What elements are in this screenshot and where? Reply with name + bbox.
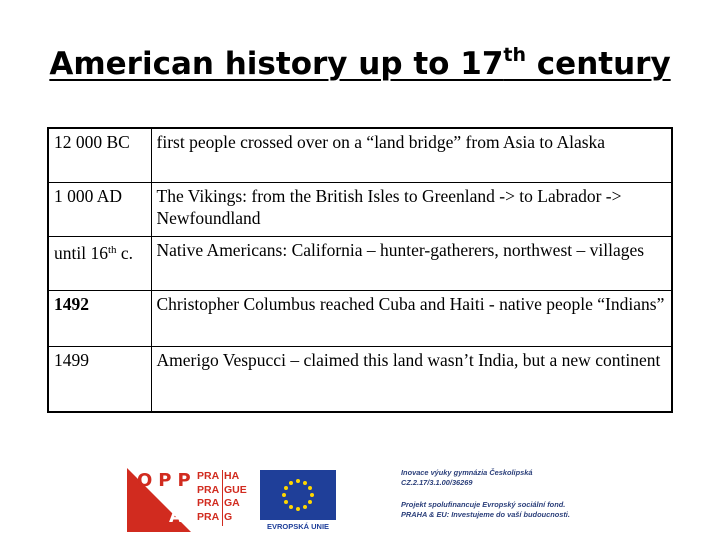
table-row bbox=[48, 346, 672, 412]
table-row bbox=[48, 290, 672, 346]
title-text-after: century bbox=[526, 46, 671, 82]
page-title bbox=[0, 44, 720, 82]
history-table bbox=[47, 127, 673, 413]
project-info-line: CZ.2.17/3.1.00/36269 bbox=[401, 478, 473, 487]
table-row bbox=[48, 128, 672, 182]
year-cell: 1 000 AD bbox=[48, 182, 151, 236]
praha-logo-right: GUE bbox=[224, 483, 247, 496]
table-row bbox=[48, 236, 672, 290]
eu-logo bbox=[260, 470, 336, 532]
title-superscript: th bbox=[503, 44, 526, 66]
footer-logos bbox=[0, 462, 720, 540]
project-info-line: Projekt spolufinancuje Evropský sociální fond. bbox=[401, 500, 566, 509]
year-cell bbox=[48, 236, 151, 290]
event-cell: Amerigo Vespucci – claimed this land wasn’t India, but a new continent bbox=[151, 346, 672, 412]
event-cell: Native Americans: California – hunter-gatherers, northwest – villages bbox=[151, 236, 672, 290]
praha-logo-divider bbox=[222, 470, 223, 526]
eu-flag-icon bbox=[260, 470, 336, 520]
praha-logo-left: PRA bbox=[197, 510, 220, 523]
year-cell: 12 000 BC bbox=[48, 128, 151, 182]
opp-logo bbox=[127, 468, 197, 532]
event-cell: first people crossed over on a “land bridge” from Asia to Alaska bbox=[151, 128, 672, 182]
praha-logo-row bbox=[197, 511, 255, 525]
project-info-line: PRAHA & EU: Investujeme do vaší budoucnosti. bbox=[401, 510, 570, 519]
praha-logo-right: HA bbox=[224, 470, 240, 482]
project-info-line: Inovace výuky gymnázia Českolipská bbox=[401, 468, 533, 477]
opp-logo-letter-a: A bbox=[169, 506, 183, 527]
year-cell-superscript: th bbox=[107, 243, 117, 256]
event-cell: The Vikings: from the British Isles to Greenland -> to Labrador -> Newfoundland bbox=[151, 182, 672, 236]
praha-logo-row bbox=[197, 470, 255, 484]
eu-stars-icon bbox=[260, 470, 336, 520]
opp-logo-letters: OPP bbox=[137, 470, 197, 491]
year-cell-suffix: c. bbox=[116, 242, 134, 263]
project-info bbox=[401, 468, 621, 520]
title-text: American history up to 17 bbox=[49, 46, 504, 82]
year-cell: 1492 bbox=[48, 290, 151, 346]
eu-logo-label: EVROPSKÁ UNIE bbox=[266, 522, 330, 531]
praha-logo-row bbox=[197, 484, 255, 498]
praha-logo-right: GA bbox=[224, 497, 240, 510]
praha-logo-right: G bbox=[224, 510, 233, 523]
praha-logo-row bbox=[197, 497, 255, 511]
event-cell: Christopher Columbus reached Cuba and Haiti - native people “Indians” bbox=[151, 290, 672, 346]
table-row bbox=[48, 182, 672, 236]
praha-logo-left: PRA bbox=[197, 497, 220, 510]
year-cell-prefix: until 16 bbox=[54, 242, 108, 263]
praha-logo-left: PRA bbox=[197, 470, 220, 482]
praha-logo bbox=[197, 470, 255, 530]
year-cell: 1499 bbox=[48, 346, 151, 412]
praha-logo-left: PRA bbox=[197, 483, 220, 496]
